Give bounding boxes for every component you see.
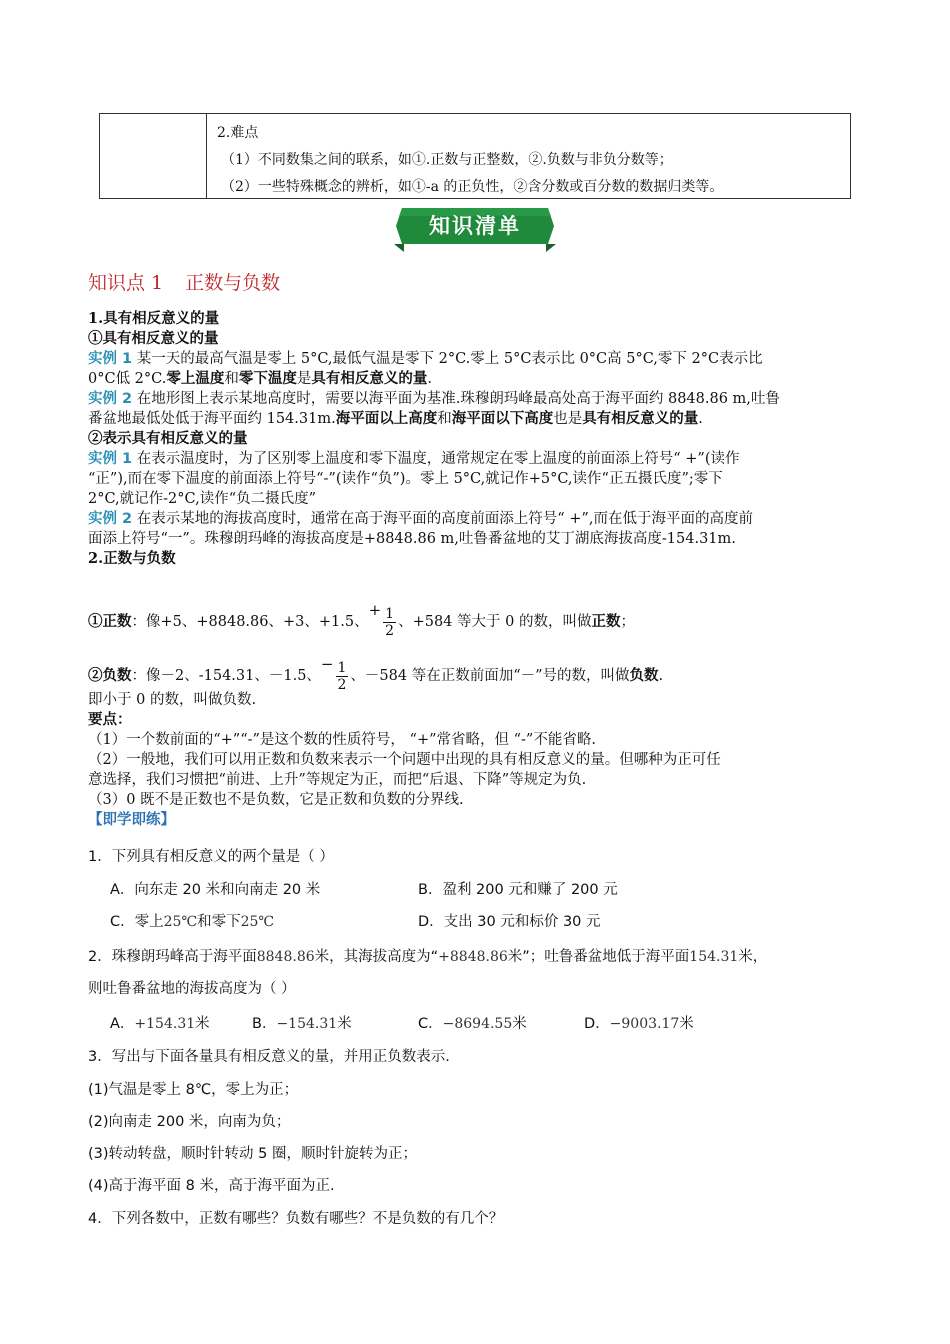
bold-term: 海平面以上高度	[335, 410, 438, 427]
option-unit: 米	[512, 1016, 527, 1032]
fraction-denominator: 2	[385, 622, 395, 639]
example-text: 在地形图上表示某地高度时，需要以海平面为基准.珠穆朗玛峰最高处高于海平面约 8848.86 m,吐鲁	[132, 391, 780, 407]
table-label-cell	[100, 114, 207, 198]
q3-item-3: (3)转动转盘，顺时针转动 5 圈，顺时针旋转为正；	[88, 1146, 417, 1162]
option-unit: 米	[195, 1016, 210, 1032]
fraction-sign: +	[368, 601, 382, 619]
option-unit: 米	[679, 1016, 694, 1032]
fraction-sign: −	[320, 655, 334, 673]
option-letter: A．	[110, 1016, 135, 1032]
example-1a	[88, 349, 866, 369]
fraction-denominator: 2	[337, 676, 347, 693]
example-tag: 实例 1	[88, 451, 133, 467]
definition-text: ：像－2、-154.31、－1.5、	[131, 668, 321, 684]
example-2b	[88, 409, 866, 429]
example-text: 和	[224, 371, 239, 387]
example-3c: 2°C,就记作-2°C,读作“负二摄氏度”	[88, 491, 317, 507]
bold-term: 具有相反意义的量	[311, 370, 428, 387]
math-value: 154.31	[689, 949, 739, 965]
example-tag: 实例 1	[88, 351, 133, 367]
bold-term: 零下温度	[238, 370, 297, 387]
math-value: −9003.17	[609, 1016, 680, 1032]
option-text: 和零下	[197, 914, 241, 930]
math-value: 8848.86	[256, 949, 315, 965]
bold-term: 具有相反意义的量	[582, 410, 699, 427]
knowledge-list-banner	[394, 206, 556, 252]
section-number: 知识点 1	[88, 272, 164, 294]
math-value: 25℃	[163, 914, 198, 930]
example-1b	[88, 369, 866, 389]
question-text: 米，其海拔高度为“	[314, 949, 439, 965]
q2-option-a	[110, 1012, 210, 1033]
math-value: −154.31	[276, 1016, 338, 1032]
question-2-line2: 则吐鲁番盆地的海拔高度为（ ）	[88, 981, 296, 997]
bold-term: 零上温度	[166, 370, 225, 387]
example-4b: 面添上符号“一”。珠穆朗玛峰的海拔高度是+8848.86 m,吐鲁番盆地的艾丁湖底海拔高度-154.31m.	[88, 531, 736, 547]
bold-term: 海平面以下高度	[451, 410, 554, 427]
definition-text: ；	[620, 614, 635, 630]
example-text: 番盆地最低处低于海平面约 154.31m.	[88, 411, 336, 427]
math-value: 25℃	[240, 914, 275, 930]
example-text: 某一天的最高气温是零上 5°C,最低气温是零下 2°C.零上 5°C表示比 0°C高 5°C,零下 2°C表示比	[132, 351, 763, 367]
definition-text: 、+584 等大于 0 的数，叫做	[398, 614, 592, 630]
question-text: 米，	[738, 949, 768, 965]
math-value: +154.31	[134, 1016, 196, 1032]
table-line-2: （2）一些特殊概念的辨析，如①-a 的正负性，②含分数或百分数的数据归类等。	[221, 179, 724, 195]
key-points	[88, 690, 866, 830]
math-value: +8848.86	[438, 949, 508, 965]
example-text: 和	[437, 411, 452, 427]
practice-heading: 【即学即练】	[88, 812, 175, 828]
q1-option-a: A．向东走 20 米和向南走 20 米	[110, 882, 321, 898]
example-tag: 实例 2	[88, 391, 133, 407]
section-title	[88, 268, 280, 295]
section-name: 正数与负数	[185, 272, 281, 294]
fraction-half	[336, 660, 349, 693]
part-opposite-quantities	[88, 309, 866, 569]
question-4-stem: 4．下列各数中，正数有哪些？负数有哪些？不是负数的有几个？	[88, 1211, 504, 1227]
option-letter: D．	[584, 1016, 610, 1032]
option-letter: C．	[418, 1016, 443, 1032]
definition-text: .	[658, 668, 664, 684]
option-letter: B．	[252, 1016, 277, 1032]
q3-item-4: (4)高于海平面 8 米，高于海平面为正.	[88, 1178, 335, 1194]
table-heading: 2.难点	[217, 125, 259, 141]
positive-definition	[88, 597, 866, 647]
bold-term: 正数	[591, 613, 621, 630]
q1-option-b: B．盈利 200 元和赚了 200 元	[418, 882, 618, 898]
question-text: 2．珠穆朗玛峰高于海平面	[88, 949, 257, 965]
part2-heading: 2.正数与负数	[88, 550, 176, 567]
question-1-stem: 1．下列具有相反意义的两个量是（ ）	[88, 849, 334, 865]
example-text: 在表示温度时，为了区别零上温度和零下温度，通常规定在零上温度的前面添上符号“ +”(读作	[132, 451, 740, 467]
example-4a	[88, 509, 866, 529]
question-3-stem: 3．写出与下面各量具有相反意义的量，并用正负数表示.	[88, 1049, 450, 1065]
example-text: 是	[296, 371, 312, 387]
key-point-1: （1）一个数前面的“+”“-”是这个数的性质符号， “+”常省略，但 “-”不能省略.	[88, 732, 596, 748]
bold-term: 负数	[629, 667, 659, 684]
q2-option-c	[418, 1012, 527, 1033]
fraction-numerator: 1	[385, 605, 395, 622]
fraction-half	[383, 606, 396, 639]
part1-heading: 1.具有相反意义的量	[88, 310, 220, 327]
part1-sub1: ①具有相反意义的量	[88, 330, 219, 347]
definition-text: ：像+5、+8848.86、+3、+1.5、	[131, 614, 369, 630]
example-2a	[88, 389, 866, 409]
negative-label: ②负数	[88, 667, 132, 684]
math-value: −8694.55	[442, 1016, 513, 1032]
option-unit: 米	[337, 1016, 352, 1032]
key-points-heading: 要点：	[88, 711, 132, 728]
q1-option-d: D．支出 30 元和标价 30 元	[418, 914, 601, 930]
difficulty-table	[99, 113, 851, 199]
key-point-3: 意选择，我们习惯把“前进、上升”等规定为正，而把“后退、下降”等规定为负.	[88, 772, 587, 788]
table-content-cell	[217, 120, 842, 201]
example-text: 在表示某地的海拔高度时，通常在高于海平面的高度前面添上符号“ +”,而在低于海平面的高度前	[132, 511, 753, 527]
q3-item-1: (1)气温是零上 8℃，零上为正；	[88, 1082, 299, 1098]
fraction-numerator: 1	[337, 659, 347, 676]
table-line-1: （1）不同数集之间的联系，如①.正数与正整数，②.负数与非负分数等；	[221, 152, 673, 168]
q2-option-b	[252, 1012, 352, 1033]
q1-option-c	[110, 910, 274, 931]
example-3a	[88, 449, 866, 469]
example-text: .	[698, 411, 703, 427]
question-2-stem	[88, 945, 767, 966]
example-text: 0°C低 2°C.	[88, 371, 167, 387]
positive-label: ①正数	[88, 613, 132, 630]
example-text: 也是	[553, 411, 583, 427]
example-tag: 实例 2	[88, 511, 133, 527]
definition-text: 、－584 等在正数前面加“－”号的数，叫做	[350, 668, 630, 684]
example-text: .	[427, 371, 432, 387]
q3-item-2: (2)向南走 200 米，向南为负；	[88, 1114, 291, 1130]
part1-sub2: ②表示具有相反意义的量	[88, 430, 248, 447]
key-point-2: （2）一般地，我们可以用正数和负数来表示一个问题中出现的具有相反意义的量。但哪种为正可任	[88, 752, 721, 768]
q2-option-d	[584, 1012, 694, 1033]
banner-label: 知识清单	[429, 214, 521, 238]
key-point-4: （3）0 既不是正数也不是负数，它是正数和负数的分界线.	[88, 792, 464, 808]
negative-meaning: 即小于 0 的数，叫做负数.	[88, 692, 257, 708]
question-text: 米”；吐鲁番盆地低于海平面	[507, 949, 690, 965]
example-3b: “正”),而在零下温度的前面添上符号“-”(读作“负”)。零上 5°C,就记作+5°C,读作“正五摄氏度”;零下	[88, 471, 723, 487]
option-text: C．零上	[110, 914, 164, 930]
